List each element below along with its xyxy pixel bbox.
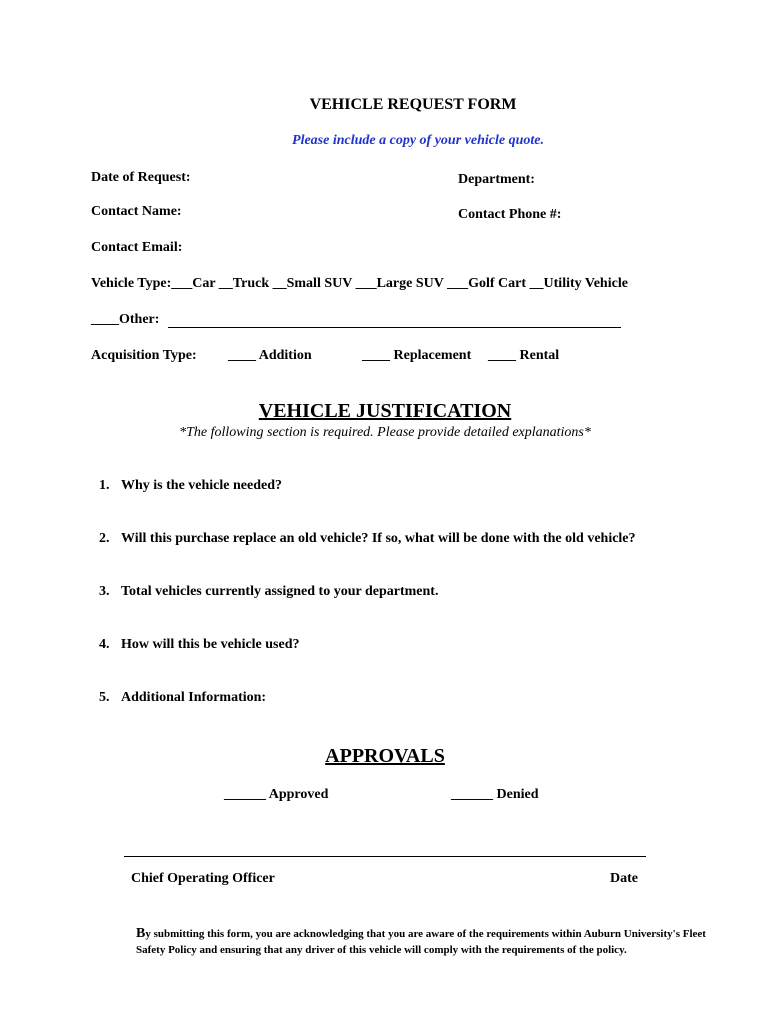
acknowledgement-statement [136, 926, 716, 958]
acquisition-rental-option: ____ Rental [488, 348, 560, 363]
other-vehicle-fill-line [168, 327, 621, 328]
question-4-number: 4. [99, 637, 110, 652]
question-1-text: Why is the vehicle needed? [121, 478, 282, 493]
question-3-text: Total vehicles currently assigned to your department. [121, 584, 439, 599]
acquisition-replacement-option: ____ Replacement [362, 348, 472, 363]
approved-option: ______ Approved [224, 787, 329, 802]
justification-note: *The following section is required. Please provide detailed explanations* [179, 425, 591, 440]
vehicle-type-options: Vehicle Type:___Car __Truck __Small SUV ___Large SUV ___Golf Cart __Utility Vehicle [91, 276, 628, 291]
signature-date-label: Date [610, 871, 638, 886]
contact-email-label: Contact Email: [91, 240, 183, 255]
form-subtitle: Please include a copy of your vehicle quote. [292, 133, 544, 148]
contact-phone-label: Contact Phone #: [458, 207, 562, 222]
date-of-request-label: Date of Request: [91, 170, 191, 185]
question-2-number: 2. [99, 531, 110, 546]
question-1-number: 1. [99, 478, 110, 493]
acquisition-addition-option: ____ Addition [228, 348, 312, 363]
question-2-text: Will this purchase replace an old vehicle? If so, what will be done with the old vehicle? [121, 531, 636, 546]
question-5-number: 5. [99, 690, 110, 705]
question-4-text: How will this be vehicle used? [121, 637, 300, 652]
acknowledgement-text: y submitting this form, you are acknowledging that you are aware of the requirements within Auburn University's Fleet Safety Policy and ensuring that any driver of this vehicle will comply with the requirements of the policy. [136, 928, 706, 956]
signer-title: Chief Operating Officer [131, 871, 275, 886]
denied-option: ______ Denied [451, 787, 539, 802]
signature-line [124, 856, 646, 857]
contact-name-label: Contact Name: [91, 204, 182, 219]
acknowledgement-initial: B [136, 926, 146, 941]
form-title: VEHICLE REQUEST FORM [309, 96, 517, 113]
approvals-heading: APPROVALS [325, 745, 445, 767]
other-vehicle-label: ____Other: [91, 312, 160, 327]
vehicle-justification-heading: VEHICLE JUSTIFICATION [258, 400, 512, 422]
department-label: Department: [458, 172, 535, 187]
question-3-number: 3. [99, 584, 110, 599]
acquisition-type-label: Acquisition Type: [91, 348, 197, 363]
question-5-text: Additional Information: [121, 690, 267, 705]
